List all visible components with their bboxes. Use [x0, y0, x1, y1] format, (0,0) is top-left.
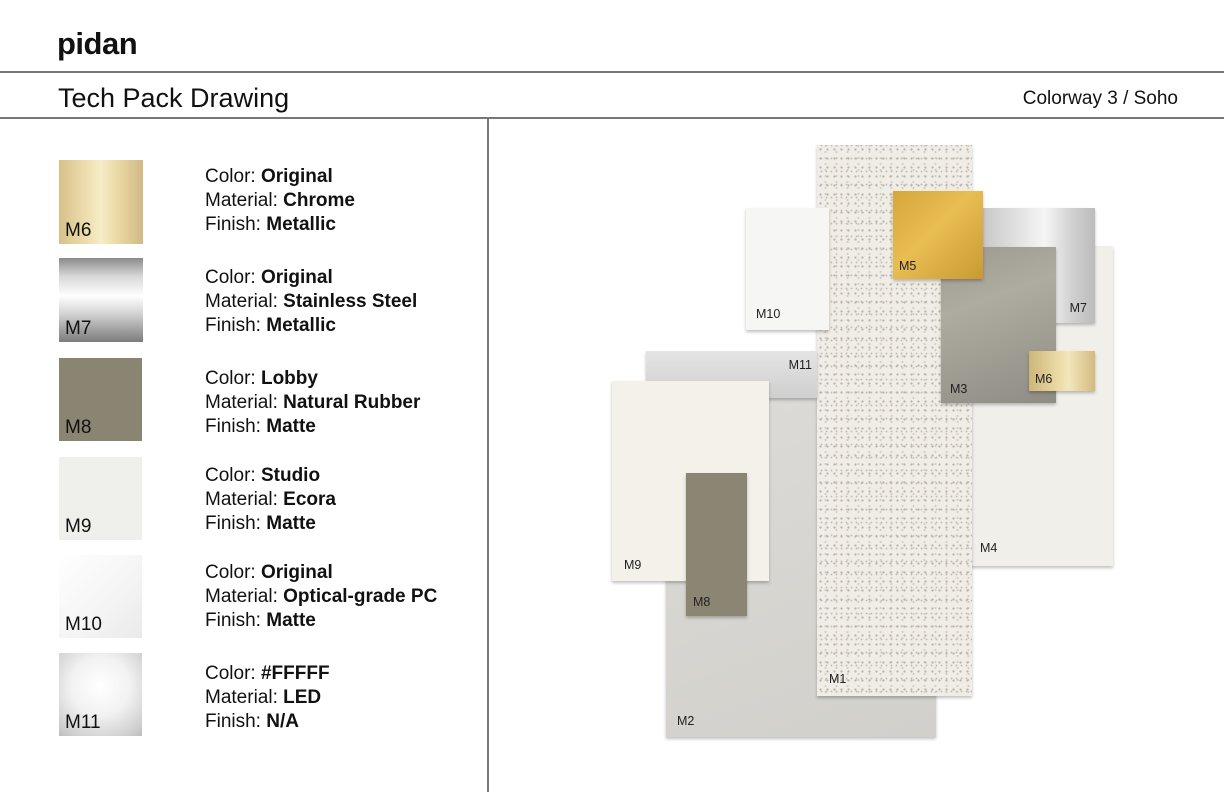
tile-code: M2 [677, 714, 695, 728]
tile-code: M9 [624, 558, 642, 572]
colorway-label: Colorway 3 / Soho [1022, 88, 1178, 109]
material-specs-m7 [205, 266, 417, 338]
spec-label: Material: [205, 190, 278, 211]
spec-label: Material: [205, 586, 278, 607]
swatch-m8 [59, 358, 142, 441]
spec-color [205, 662, 330, 686]
spec-value: Lobby [260, 368, 318, 389]
panel-divider [487, 118, 489, 792]
spec-value: Original [260, 562, 333, 583]
page-title: Tech Pack Drawing [58, 83, 290, 113]
spec-material [205, 290, 417, 314]
spec-value: LED [283, 687, 322, 708]
spec-label: Color: [205, 267, 256, 288]
tile-code: M4 [980, 541, 998, 555]
spec-finish [205, 314, 417, 338]
spec-material [205, 391, 420, 415]
spec-finish [205, 512, 336, 536]
spec-color [205, 165, 355, 189]
spec-finish [205, 609, 437, 633]
spec-label: Material: [205, 291, 278, 312]
spec-material [205, 488, 336, 512]
tile-code: M3 [950, 382, 968, 396]
spec-label: Material: [205, 392, 278, 413]
board-tile-m5 [893, 191, 983, 279]
spec-value: Studio [260, 465, 321, 486]
spec-finish [205, 213, 355, 237]
spec-value: Ecora [283, 489, 336, 510]
spec-color [205, 464, 336, 488]
spec-label: Finish: [205, 711, 261, 732]
tile-code: M1 [829, 672, 847, 686]
tile-code: M6 [1035, 372, 1053, 386]
swatch-code: M9 [65, 516, 92, 537]
spec-value: Original [260, 267, 333, 288]
spec-value: Matte [266, 610, 316, 631]
material-specs-m8 [205, 367, 420, 439]
swatch-code: M10 [65, 614, 102, 635]
spec-value: Matte [266, 513, 316, 534]
spec-value: Optical-grade PC [283, 586, 438, 607]
spec-material [205, 686, 330, 710]
spec-color [205, 367, 420, 391]
board-tile-m10 [746, 208, 829, 330]
spec-value: Chrome [283, 190, 355, 211]
swatch-m6 [59, 160, 143, 244]
tile-code: M8 [693, 595, 711, 609]
spec-label: Color: [205, 465, 256, 486]
spec-finish [205, 710, 330, 734]
spec-label: Color: [205, 562, 256, 583]
spec-label: Material: [205, 489, 278, 510]
spec-color [205, 266, 417, 290]
board-tile-m8 [686, 473, 747, 616]
spec-value: Metallic [266, 315, 336, 336]
board-tile-m6 [1029, 351, 1095, 391]
spec-label: Color: [205, 663, 256, 684]
tile-code: M7 [1069, 301, 1087, 315]
spec-label: Finish: [205, 416, 261, 437]
spec-label: Material: [205, 687, 278, 708]
header-rule-top [0, 71, 1224, 73]
spec-material [205, 189, 355, 213]
material-specs-m11 [205, 662, 330, 734]
spec-material [205, 585, 437, 609]
spec-value: N/A [266, 711, 299, 732]
spec-value: #FFFFF [260, 663, 330, 684]
material-specs-m6 [205, 165, 355, 237]
brand-logo: pidan [57, 26, 138, 61]
spec-value: Matte [266, 416, 316, 437]
spec-value: Original [260, 166, 333, 187]
tile-code: M5 [899, 259, 917, 273]
spec-label: Finish: [205, 315, 261, 336]
tile-code: M10 [756, 307, 781, 321]
header-rule-bottom [0, 117, 1224, 119]
spec-finish [205, 415, 420, 439]
material-specs-m9 [205, 464, 336, 536]
swatch-code: M8 [65, 417, 92, 438]
spec-label: Color: [205, 368, 256, 389]
swatch-m7 [59, 258, 143, 342]
swatch-code: M6 [65, 220, 92, 241]
spec-label: Finish: [205, 513, 261, 534]
spec-label: Finish: [205, 214, 261, 235]
swatch-code: M7 [65, 318, 92, 339]
spec-color [205, 561, 437, 585]
swatch-m9 [59, 457, 142, 540]
spec-value: Natural Rubber [283, 392, 421, 413]
swatch-m10 [59, 555, 142, 638]
swatch-code: M11 [65, 712, 101, 733]
spec-label: Finish: [205, 610, 261, 631]
tile-code: M11 [788, 358, 812, 372]
spec-label: Color: [205, 166, 256, 187]
swatch-m11 [59, 653, 142, 736]
spec-value: Metallic [266, 214, 336, 235]
material-specs-m10 [205, 561, 437, 633]
spec-value: Stainless Steel [283, 291, 418, 312]
